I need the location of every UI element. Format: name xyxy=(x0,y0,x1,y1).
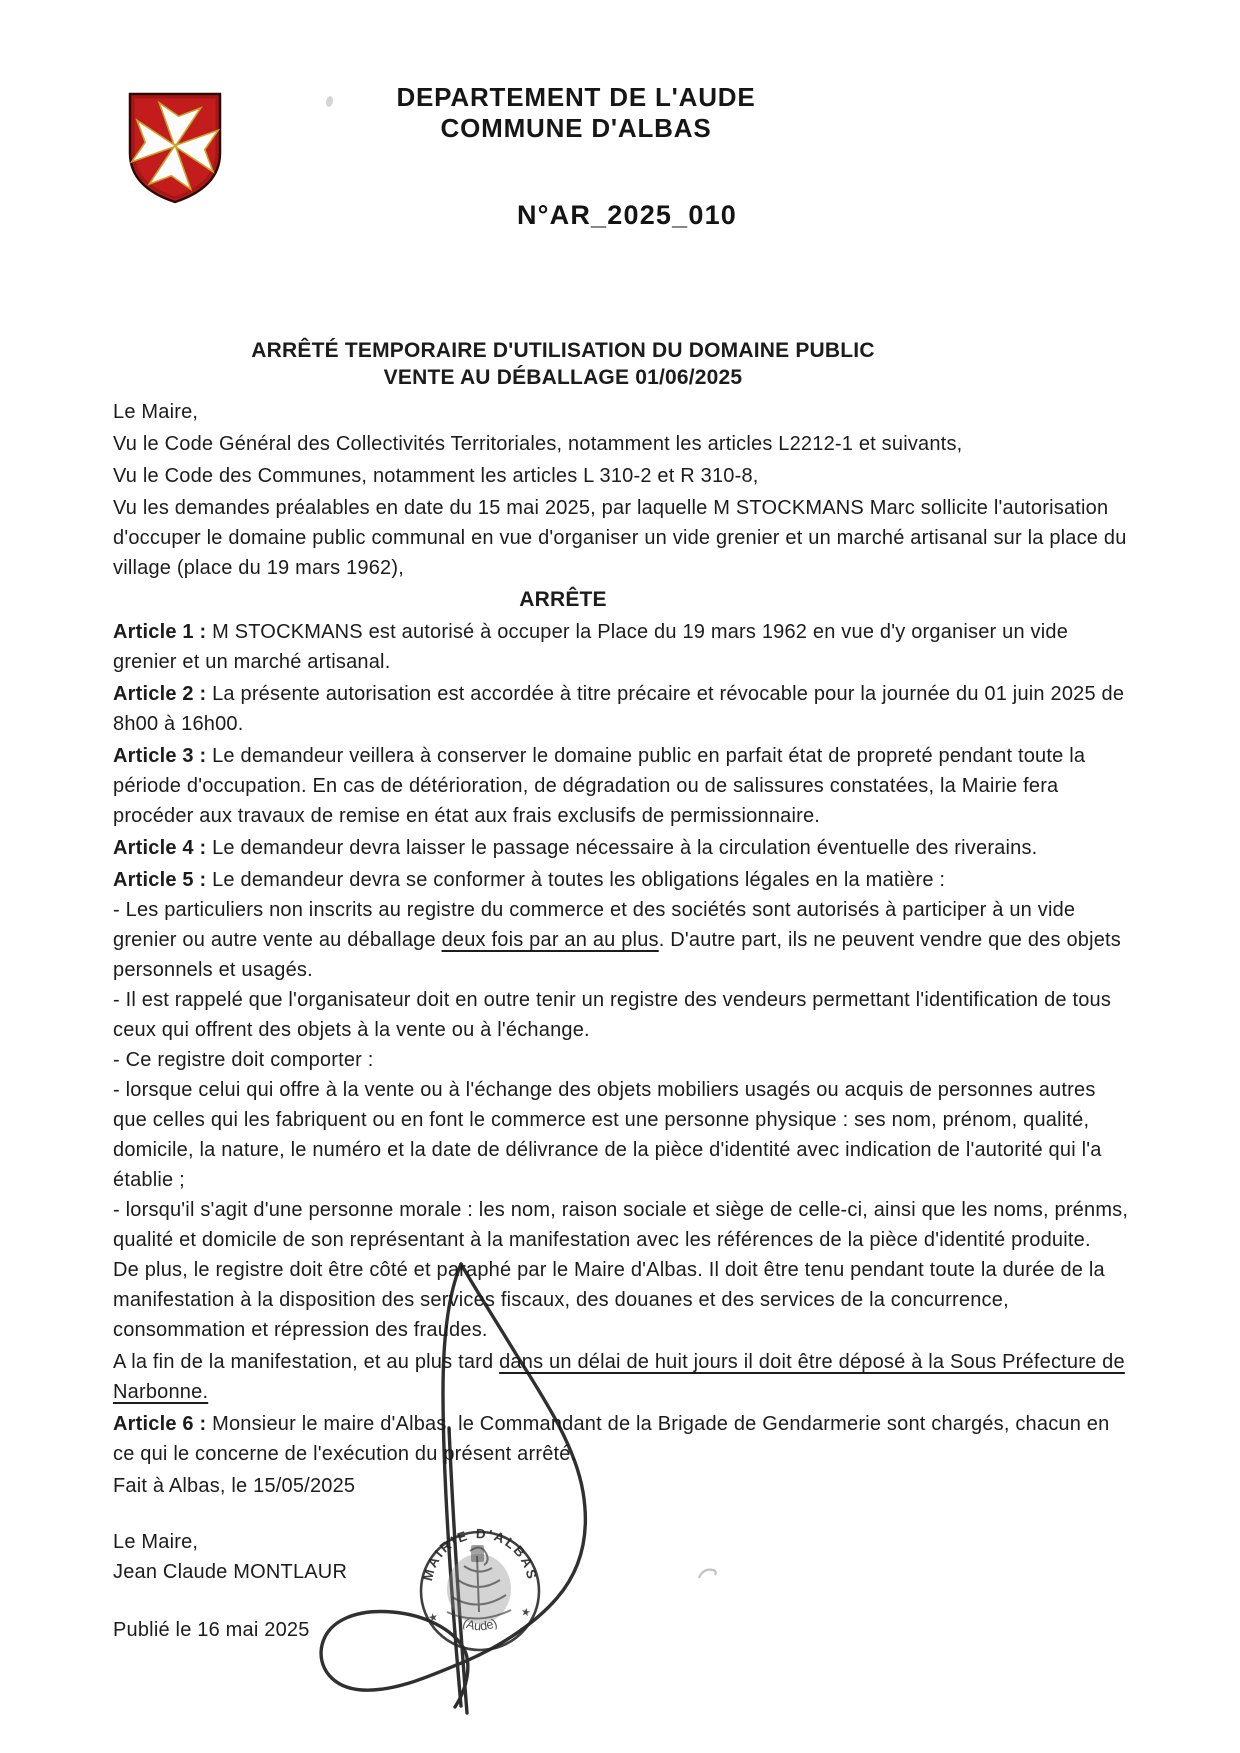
document-body xyxy=(113,337,1135,1647)
depot-underlined: dans un délai de huit jours il doit être déposé à la Sous Préfecture de Narbonne. xyxy=(113,1351,1125,1403)
article-4-text: Le demandeur devra laisser le passage nécessaire à la circulation éventuelle des riverains. xyxy=(206,837,1038,859)
vu-clause-3: Vu les demandes préalables en date du 15 mai 2025, par laquelle M STOCKMANS Marc sollicite l'autorisation d'occuper le domaine public communal en vue d'organiser un vide grenier et un marché artisanal sur la place du village (place du 19 mars 1962), xyxy=(113,497,1127,579)
arrete-title-line2: VENTE AU DÉBALLAGE 01/06/2025 xyxy=(383,366,743,389)
stamp-bottom-text: (Aude) xyxy=(460,1615,500,1634)
stamp-star-right: ★ xyxy=(519,1606,532,1620)
bullet-registre-comporter: - Ce registre doit comporter : xyxy=(113,1049,374,1071)
article-5-label: Article 5 : xyxy=(113,869,207,891)
article-2 xyxy=(113,679,1135,739)
header-org xyxy=(396,82,756,144)
article-2-text: La présente autorisation est accordée à titre précaire et révocable pour la journée du 01 juin 2025 de 8h00 à 16h00. xyxy=(113,683,1125,735)
article-5 xyxy=(113,865,1135,895)
article-6-text: Monsieur le maire d'Albas, le Commandant de la Brigade de Gendarmerie sont chargés, chacun en ce qui le concerne de l'exécution du présent arrêté. xyxy=(113,1413,1110,1465)
vu-clause-1: Vu le Code Général des Collectivités Territoriales, notamment les articles L2212-1 et suivants, xyxy=(113,433,963,455)
bullet-personne-morale: - lorsqu'il s'agit d'une personne morale : les nom, raison sociale et siège de celle-ci, ainsi que les noms, prénms, qualité et domicile de son représentant à la manifestation avec les références de la pièce d'identité produite. xyxy=(113,1199,1129,1251)
bullet-personne-physique: - lorsque celui qui offre à la vente ou à l'échange des objets mobiliers usagés ou acquis de personnes autres que celles qui les fabriquent ou en font le commerce est une personne physique : ses nom, prénom, qualité, domicile, la nature, le numéro et la date de délivrance de la pièce d'identité avec indication de l'autorité qui l'a établie ; xyxy=(113,1079,1102,1191)
commune-coat-of-arms xyxy=(123,85,227,209)
article-4-label: Article 4 : xyxy=(113,837,207,859)
arrete-title-line1: ARRÊTÉ TEMPORAIRE D'UTILISATION DU DOMAINE PUBLIC xyxy=(251,339,875,362)
article-1-text: M STOCKMANS est autorisé à occuper la Place du 19 mars 1962 en vue d'y organiser un vide grenier et un marché artisanal. xyxy=(113,621,1069,673)
article-1-label: Article 1 : xyxy=(113,621,207,643)
depot-pre: A la fin de la manifestation, et au plus tard xyxy=(113,1351,500,1373)
stamp-star-left: ★ xyxy=(427,1611,440,1625)
article-6 xyxy=(113,1409,1135,1469)
article-6-label: Article 6 : xyxy=(113,1413,207,1435)
department-name: DEPARTEMENT DE L'AUDE xyxy=(396,82,756,112)
bullet-particuliers xyxy=(113,895,1135,985)
commune-name: COMMUNE D'ALBAS xyxy=(440,113,712,143)
article-3 xyxy=(113,741,1135,831)
arrete-heading: ARRÊTE xyxy=(519,588,607,611)
arrete-title xyxy=(113,337,1013,391)
bullet-particuliers-underlined: deux fois par an au plus xyxy=(441,929,659,951)
place-date-line: Fait à Albas, le 15/05/2025 xyxy=(113,1475,356,1497)
article-5-text: Le demandeur devra se conformer à toutes les obligations légales en la matière : xyxy=(206,869,946,891)
bullet-particuliers-pre: - Les particuliers non inscrits au registre du commerce et des sociétés sont autorisés à participer à un vide grenier ou autre vente au déballage xyxy=(113,899,1076,951)
scan-smudge xyxy=(325,95,334,107)
article-3-label: Article 3 : xyxy=(113,745,207,767)
signer-name: Jean Claude MONTLAUR xyxy=(113,1561,348,1583)
stamp-top-text: MAIRIE D'ALBAS xyxy=(420,1526,540,1583)
signer-role: Le Maire, xyxy=(113,1531,199,1553)
opening-le-maire: Le Maire, xyxy=(113,401,199,423)
vu-clause-2: Vu le Code des Communes, notamment les articles L 310-2 et R 310-8, xyxy=(113,465,759,487)
bullet-registre-vendeurs: - Il est rappelé que l'organisateur doit en outre tenir un registre des vendeurs permettant l'identification de tous ceux qui offrent des objets à la vente ou à l'échange. xyxy=(113,989,1112,1041)
published-date: Publié le 16 mai 2025 xyxy=(113,1619,310,1641)
bullet-particuliers-post: . D'autre part, ils ne peuvent vendre que des objets personnels et usagés. xyxy=(113,929,1122,981)
article-3-text: Le demandeur veillera à conserver le domaine public en parfait état de propreté pendant toute la période d'occupation. En cas de détérioration, de dégradation ou de salissures constatées, la Mairie fera procéder aux travaux de remise en état aux frais exclusifs de permissionnaire. xyxy=(113,745,1086,827)
article-5-details xyxy=(113,895,1135,1255)
registre-paragraph: De plus, le registre doit être côté et paraphé par le Maire d'Albas. Il doit être tenu pendant toute la durée de la manifestation à la disposition des services fiscaux, des douanes et des services de la concurrence, consommation et répression des fraudes. xyxy=(113,1259,1105,1341)
article-2-label: Article 2 : xyxy=(113,683,207,705)
document-number: N°AR_2025_010 xyxy=(516,200,738,230)
depot-paragraph xyxy=(113,1347,1135,1407)
article-4 xyxy=(113,833,1135,863)
article-1 xyxy=(113,617,1135,677)
